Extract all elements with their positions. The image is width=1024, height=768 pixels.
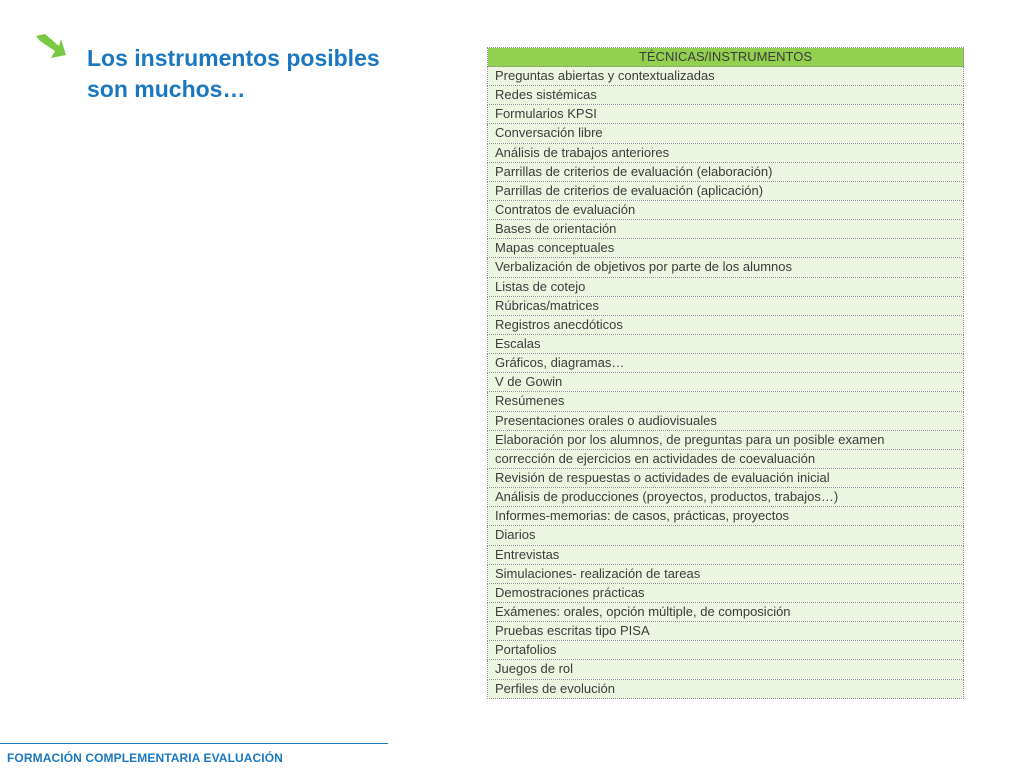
table-header-row	[488, 48, 964, 67]
table-cell: Verbalización de objetivos por parte de los alumnos	[488, 258, 964, 277]
table-cell: Redes sistémicas	[488, 86, 964, 105]
table-cell: Rúbricas/matrices	[488, 296, 964, 315]
table-row	[488, 105, 964, 124]
table-row	[488, 373, 964, 392]
table-row	[488, 315, 964, 334]
table-cell: Elaboración por los alumnos, de preguntas para un posible examen	[488, 430, 964, 449]
table-cell: corrección de ejercicios en actividades de coevaluación	[488, 449, 964, 468]
table-cell: Formularios KPSI	[488, 105, 964, 124]
table-cell: Bases de orientación	[488, 220, 964, 239]
table-cell: Diarios	[488, 526, 964, 545]
table-cell: Pruebas escritas tipo PISA	[488, 622, 964, 641]
instruments-table	[487, 47, 964, 699]
table-row	[488, 124, 964, 143]
arrow-down-right-icon	[32, 32, 70, 62]
table-row	[488, 67, 964, 86]
table-row	[488, 488, 964, 507]
table-cell: Contratos de evaluación	[488, 200, 964, 219]
table-row	[488, 622, 964, 641]
table-cell: Revisión de respuestas o actividades de evaluación inicial	[488, 468, 964, 487]
table-row	[488, 239, 964, 258]
table-cell: Análisis de trabajos anteriores	[488, 143, 964, 162]
table-header-cell: TÉCNICAS/INSTRUMENTOS	[488, 48, 964, 67]
table-cell: Preguntas abiertas y contextualizadas	[488, 67, 964, 86]
table-cell: Simulaciones- realización de tareas	[488, 564, 964, 583]
table-cell: Perfiles de evolución	[488, 679, 964, 698]
table-row	[488, 200, 964, 219]
table-row	[488, 143, 964, 162]
table-cell: Registros anecdóticos	[488, 315, 964, 334]
slide-title: Los instrumentos posibles son muchos…	[87, 45, 380, 102]
table-row	[488, 181, 964, 200]
table-row	[488, 564, 964, 583]
table-row	[488, 468, 964, 487]
table-cell: Mapas conceptuales	[488, 239, 964, 258]
table-cell: Gráficos, diagramas…	[488, 354, 964, 373]
table-cell: Parrillas de criterios de evaluación (aplicación)	[488, 181, 964, 200]
table-row	[488, 660, 964, 679]
table-cell: V de Gowin	[488, 373, 964, 392]
table-row	[488, 411, 964, 430]
table-cell: Presentaciones orales o audiovisuales	[488, 411, 964, 430]
table-row	[488, 641, 964, 660]
table-cell: Informes-memorias: de casos, prácticas, proyectos	[488, 507, 964, 526]
footer-label: FORMACIÓN COMPLEMENTARIA EVALUACIÓN	[7, 751, 283, 765]
table-row	[488, 86, 964, 105]
table-row	[488, 545, 964, 564]
table-cell: Conversación libre	[488, 124, 964, 143]
table-cell: Escalas	[488, 334, 964, 353]
table-row	[488, 277, 964, 296]
table-row	[488, 430, 964, 449]
table-row	[488, 334, 964, 353]
table-cell: Parrillas de criterios de evaluación (elaboración)	[488, 162, 964, 181]
table-row	[488, 258, 964, 277]
table-row	[488, 392, 964, 411]
table-cell: Exámenes: orales, opción múltiple, de composición	[488, 602, 964, 621]
table-row	[488, 296, 964, 315]
table-cell: Demostraciones prácticas	[488, 583, 964, 602]
footer-divider	[0, 743, 388, 744]
table-row	[488, 679, 964, 698]
table-cell: Portafolios	[488, 641, 964, 660]
table-row	[488, 220, 964, 239]
table-row	[488, 354, 964, 373]
table-cell: Resúmenes	[488, 392, 964, 411]
table-row	[488, 602, 964, 621]
table-cell: Entrevistas	[488, 545, 964, 564]
table-row	[488, 583, 964, 602]
table-cell: Análisis de producciones (proyectos, productos, trabajos…)	[488, 488, 964, 507]
instruments-table-container	[487, 47, 964, 699]
table-cell: Listas de cotejo	[488, 277, 964, 296]
table-row	[488, 507, 964, 526]
table-body	[488, 67, 964, 699]
table-row	[488, 162, 964, 181]
table-row	[488, 526, 964, 545]
table-cell: Juegos de rol	[488, 660, 964, 679]
table-row	[488, 449, 964, 468]
